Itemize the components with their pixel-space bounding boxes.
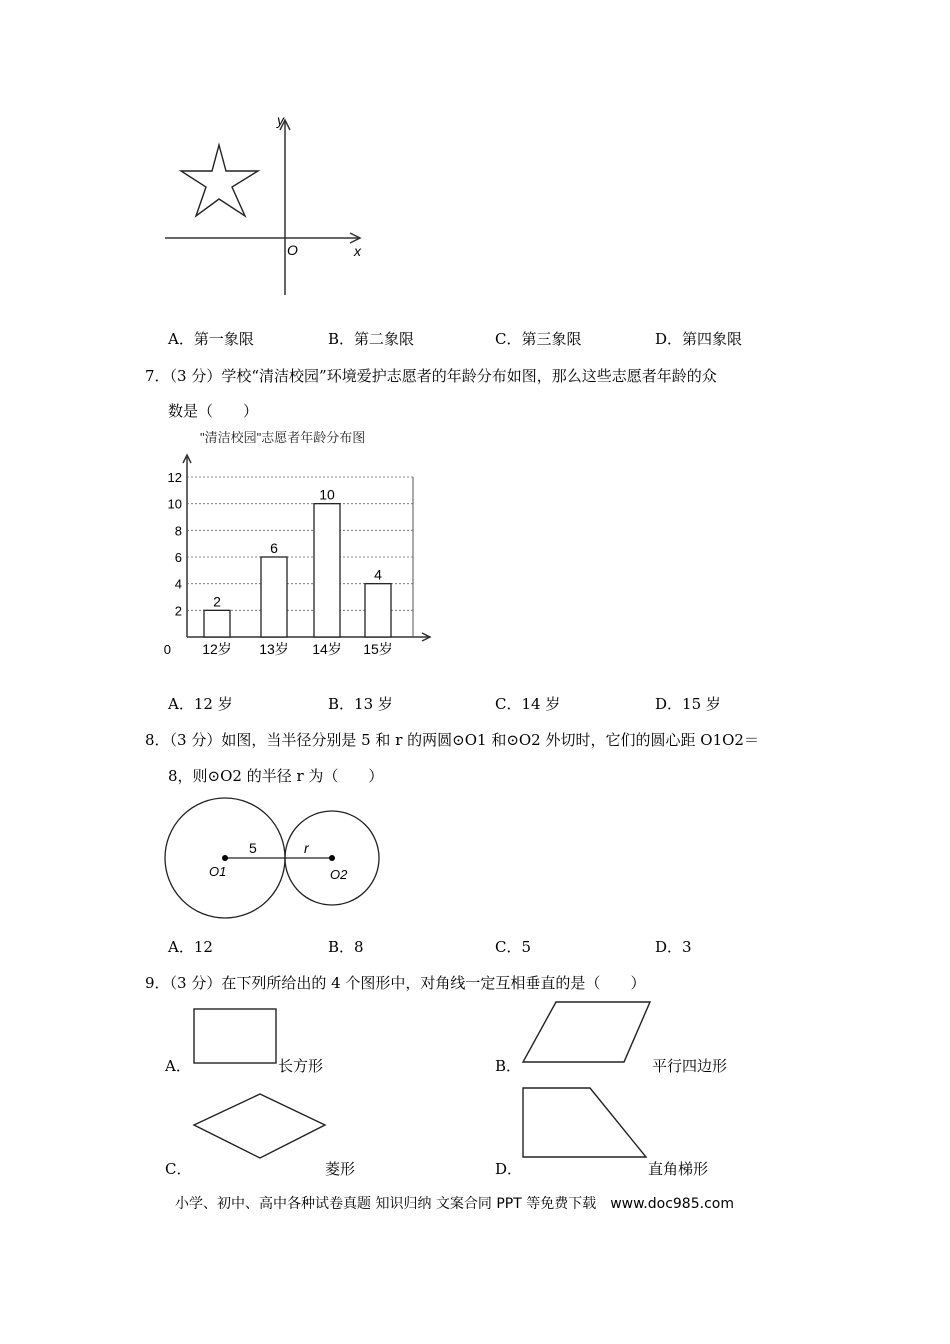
q6-option-c[interactable]: C．第三象限 (495, 330, 582, 348)
chart-data-label: 10 (319, 486, 335, 503)
chart-y-tick-label: 10 (167, 496, 182, 512)
rectangle-figure (190, 1005, 280, 1067)
q6-origin-label: O (287, 242, 298, 258)
chart-data-label: 2 (213, 593, 221, 610)
chart-data-label: 6 (270, 540, 278, 556)
chart-bar (204, 610, 230, 637)
q6-option-a[interactable]: A．第一象限 (168, 330, 254, 348)
chart-category-label: 15岁 (363, 641, 393, 657)
q7-stem-line1: 7．（3 分）学校“清洁校园”环境爱护志愿者的年龄分布如图，那么这些志愿者年龄的众 (145, 367, 717, 385)
q8-option-c[interactable]: C．5 (495, 938, 532, 956)
chart-category-label: 13岁 (259, 641, 289, 657)
q9-option-a-label[interactable]: A． (165, 1057, 191, 1075)
chart-y-tick-label: 4 (174, 576, 182, 592)
chart-y-tick-label: 8 (174, 523, 182, 539)
star-shape (181, 145, 258, 216)
q7-option-c[interactable]: C．14 岁 (495, 695, 561, 713)
q7-option-b[interactable]: B．13 岁 (328, 695, 393, 713)
q8-stem-line2: 8，则⊙O2 的半径 r 为（ ） (168, 767, 384, 785)
q9-option-b-label[interactable]: B． (495, 1057, 522, 1075)
q8-option-b[interactable]: B．8 (328, 938, 364, 956)
q8-stem-line1: 8．（3 分）如图，当半径分别是 5 和 r 的两圆⊙O1 和⊙O2 外切时，它们的圆心距 O1O2＝ (145, 731, 759, 749)
q6-option-d[interactable]: D．第四象限 (655, 330, 743, 348)
label-o2: O2 (330, 867, 348, 882)
rhombus-figure (190, 1090, 330, 1162)
chart-bar (261, 557, 287, 637)
parallelogram-figure (518, 998, 658, 1066)
chart-category-label: 14岁 (312, 641, 342, 657)
chart-y-tick-label: 12 (167, 470, 182, 485)
label-o1: O1 (209, 864, 227, 879)
center-o1-dot (222, 855, 228, 861)
chart-data-label: 4 (374, 566, 382, 583)
chart-title: "清洁校园"志愿者年龄分布图 (200, 430, 366, 445)
chart-bar (365, 584, 391, 637)
q9-option-d-label[interactable]: D． (495, 1160, 523, 1178)
q8-option-d[interactable]: D．3 (655, 938, 692, 956)
chart-bar (314, 504, 340, 637)
q7-bar-chart (160, 425, 440, 660)
q6-option-b[interactable]: B．第二象限 (328, 330, 415, 348)
label-r: r (304, 840, 309, 856)
q9-option-c-label[interactable]: C． (165, 1160, 192, 1178)
q9-option-a-name: 长方形 (278, 1057, 324, 1075)
label-5: 5 (249, 840, 257, 856)
chart-y-tick-label: 2 (174, 603, 182, 619)
q6-coordinate-figure (160, 110, 380, 300)
q8-circles-figure (160, 795, 390, 930)
chart-category-label: 12岁 (202, 641, 232, 657)
q9-stem: 9．（3 分）在下列所给出的 4 个图形中，对角线一定互相垂直的是（ ） (145, 974, 646, 992)
q7-stem-line2: 数是（ ） (168, 402, 259, 420)
q8-option-a[interactable]: A．12 (168, 938, 213, 956)
center-o2-dot (329, 855, 335, 861)
q9-option-c-name: 菱形 (325, 1160, 356, 1178)
q7-option-d[interactable]: D．15 岁 (655, 695, 721, 713)
chart-y-tick-label: 0 (163, 642, 171, 657)
q7-option-a[interactable]: A．12 岁 (168, 695, 233, 713)
footer-text: 小学、初中、高中各种试卷真题 知识归纳 文案合同 PPT 等免费下载 www.doc985.com (175, 1196, 734, 1212)
chart-y-tick-label: 6 (174, 550, 182, 565)
q9-option-b-name: 平行四边形 (652, 1057, 728, 1075)
right-trapezoid-figure (518, 1083, 653, 1163)
q6-y-label: y (277, 112, 284, 128)
q9-option-d-name: 直角梯形 (648, 1160, 709, 1178)
q6-x-label: x (354, 243, 361, 259)
